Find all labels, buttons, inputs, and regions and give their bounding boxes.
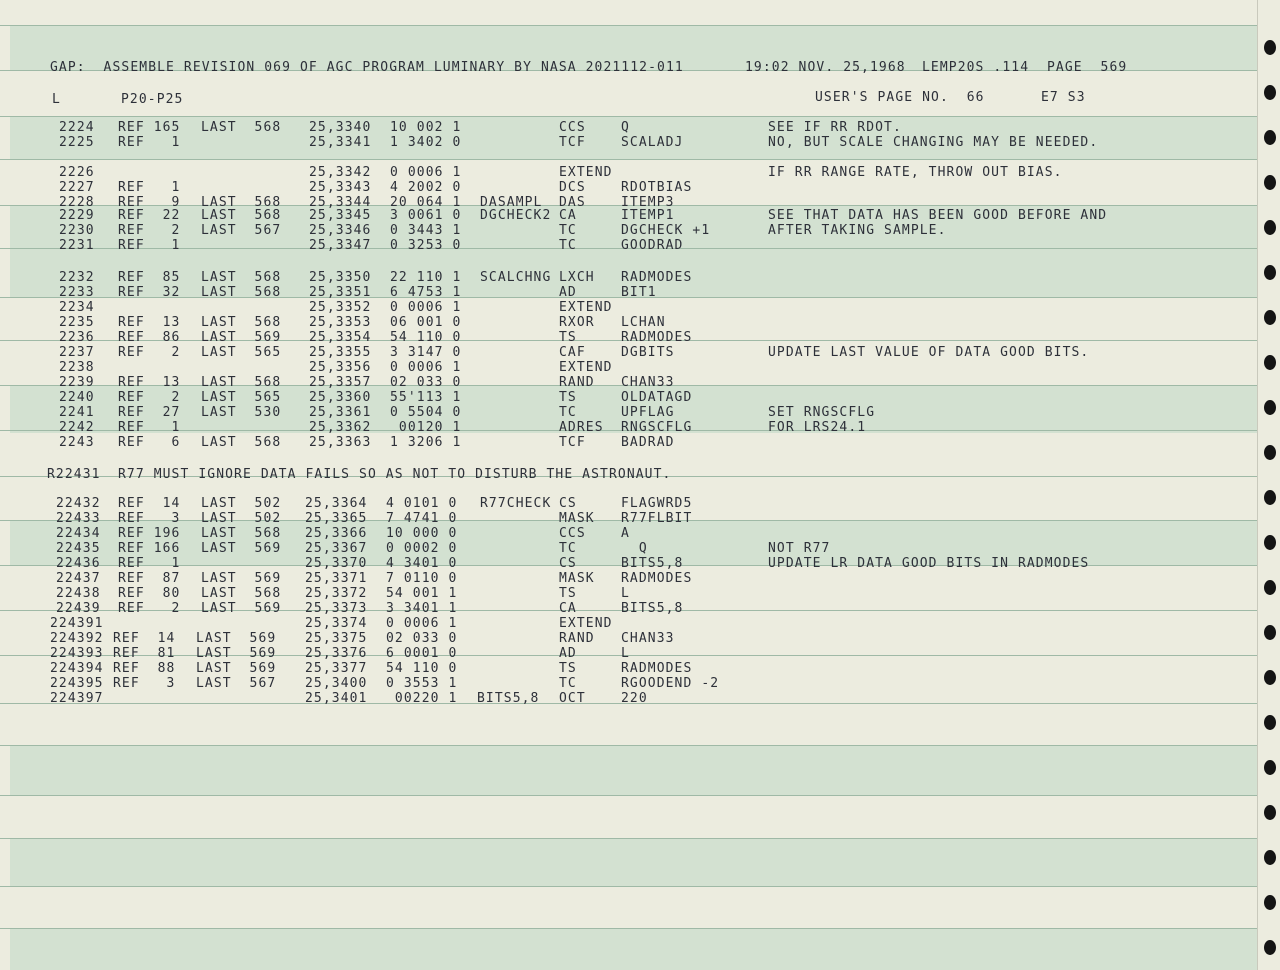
octal-code: 22 110 1 — [390, 270, 462, 285]
opcode: TS — [559, 661, 577, 676]
octal-code: 1 3206 1 — [390, 435, 462, 450]
ref-count: REF 1 — [118, 238, 181, 253]
symbol-label: DGCHECK2 — [480, 208, 552, 223]
page-edge — [1257, 0, 1258, 970]
line-number: 2237 — [59, 345, 95, 360]
opcode: ADRES — [559, 420, 604, 435]
line-number: 22436 — [56, 556, 101, 571]
ref-count: REF 86 — [118, 330, 181, 345]
rule-line — [0, 795, 1257, 796]
address: 25,3360 — [309, 390, 372, 405]
operand: A — [621, 526, 630, 541]
address: 25,3354 — [309, 330, 372, 345]
operand: Q — [621, 541, 648, 556]
last-ref: LAST 569 — [196, 661, 277, 676]
feed-hole — [1264, 400, 1276, 415]
line-number: 2235 — [59, 315, 95, 330]
symbol-label: SCALCHNG — [480, 270, 552, 285]
rule-line — [0, 838, 1257, 839]
opcode: TC — [559, 541, 577, 556]
operand: CHAN33 — [621, 631, 675, 646]
operand: RDOTBIAS — [621, 180, 693, 195]
operand: DGBITS — [621, 345, 675, 360]
address: 25,3342 — [309, 165, 372, 180]
opcode: RXOR — [559, 315, 595, 330]
comment: UPDATE LAST VALUE OF DATA GOOD BITS. — [768, 345, 1090, 360]
operand: SCALADJ — [621, 135, 684, 150]
operand: CHAN33 — [621, 375, 675, 390]
octal-code: 10 000 0 — [386, 526, 458, 541]
octal-code: 6 4753 1 — [390, 285, 462, 300]
line-number: 22437 — [56, 571, 101, 586]
opcode: CA — [559, 208, 577, 223]
address: 25,3367 — [305, 541, 368, 556]
operand: UPFLAG — [621, 405, 675, 420]
octal-code: 4 3401 0 — [386, 556, 458, 571]
feed-hole — [1264, 130, 1276, 145]
comment: SEE IF RR RDOT. — [768, 120, 902, 135]
last-ref: LAST 569 — [201, 330, 282, 345]
last-ref: LAST 568 — [201, 285, 282, 300]
last-ref: LAST 568 — [201, 315, 282, 330]
address: 25,3344 — [309, 195, 372, 210]
address: 25,3345 — [309, 208, 372, 223]
line-number: 22433 — [56, 511, 101, 526]
opcode: EXTEND — [559, 616, 613, 631]
last-ref: LAST 569 — [196, 646, 277, 661]
ref-count: REF 2 — [118, 390, 181, 405]
symbol-label: BITS5,8 — [477, 691, 540, 706]
line-number: 2238 — [59, 360, 95, 375]
last-ref: LAST 565 — [201, 390, 282, 405]
greenbar-band — [10, 928, 1257, 970]
opcode: MASK — [559, 511, 595, 526]
line-number: 2242 — [59, 420, 95, 435]
symbol-label: R77CHECK — [480, 496, 552, 511]
symbol-label: DASAMPL — [480, 195, 543, 210]
line-number: 22432 — [56, 496, 101, 511]
feed-hole — [1264, 535, 1276, 550]
octal-code: 02 033 0 — [386, 631, 458, 646]
opcode: AD — [559, 646, 577, 661]
address: 25,3355 — [309, 345, 372, 360]
feed-hole — [1264, 760, 1276, 775]
ref-count: REF 2 — [118, 223, 181, 238]
address: 25,3353 — [309, 315, 372, 330]
feed-hole — [1264, 805, 1276, 820]
operand: L — [621, 586, 630, 601]
operand: OLDATAGD — [621, 390, 693, 405]
last-ref: LAST 569 — [201, 571, 282, 586]
octal-code: 1 3402 0 — [390, 135, 462, 150]
address: 25,3401 — [305, 691, 368, 706]
ref-count: REF 14 — [113, 631, 176, 646]
octal-code: 4 2002 0 — [390, 180, 462, 195]
address: 25,3400 — [305, 676, 368, 691]
rule-line — [0, 116, 1257, 117]
opcode: CA — [559, 601, 577, 616]
line-number: 2230 — [59, 223, 95, 238]
address: 25,3340 — [309, 120, 372, 135]
address: 25,3365 — [305, 511, 368, 526]
address: 25,3376 — [305, 646, 368, 661]
ref-count: REF 87 — [118, 571, 181, 586]
header-user-page: USER'S PAGE NO. 66 — [815, 90, 985, 105]
opcode: EXTEND — [559, 360, 613, 375]
rule-line — [0, 928, 1257, 929]
opcode: DCS — [559, 180, 586, 195]
ref-count: REF 166 — [118, 541, 181, 556]
last-ref: LAST 568 — [201, 435, 282, 450]
feed-hole — [1264, 490, 1276, 505]
address: 25,3346 — [309, 223, 372, 238]
comment: NOT R77 — [768, 541, 831, 556]
feed-hole — [1264, 580, 1276, 595]
line-number: 224392 — [50, 631, 104, 646]
opcode: CAF — [559, 345, 586, 360]
opcode: RAND — [559, 375, 595, 390]
last-ref: LAST 565 — [201, 345, 282, 360]
rule-line — [0, 159, 1257, 160]
octal-code: 0 5504 0 — [390, 405, 462, 420]
header-sub-left: L — [52, 92, 61, 107]
address: 25,3370 — [305, 556, 368, 571]
operand: RADMODES — [621, 571, 693, 586]
feed-hole — [1264, 355, 1276, 370]
operand: RADMODES — [621, 270, 693, 285]
octal-code: 0 0006 1 — [386, 616, 458, 631]
opcode: CCS — [559, 526, 586, 541]
address: 25,3357 — [309, 375, 372, 390]
header-range: P20-P25 — [121, 92, 184, 107]
operand: LCHAN — [621, 315, 666, 330]
octal-code: 54 110 0 — [386, 661, 458, 676]
operand: BIT1 — [621, 285, 657, 300]
feed-hole — [1264, 895, 1276, 910]
opcode: LXCH — [559, 270, 595, 285]
octal-code: 7 0110 0 — [386, 571, 458, 586]
operand: L — [621, 646, 630, 661]
feed-hole — [1264, 85, 1276, 100]
ref-count: REF 165 — [118, 120, 181, 135]
last-ref: LAST 568 — [201, 195, 282, 210]
opcode: TC — [559, 223, 577, 238]
ref-count: REF 2 — [118, 601, 181, 616]
address: 25,3341 — [309, 135, 372, 150]
line-number: 224397 — [50, 691, 104, 706]
operand: FLAGWRD5 — [621, 496, 693, 511]
header-title: GAP: ASSEMBLE REVISION 069 OF AGC PROGRAM LUMINARY BY NASA 2021112-011 — [50, 60, 684, 75]
line-number: 2241 — [59, 405, 95, 420]
octal-code: 54 001 1 — [386, 586, 458, 601]
ref-count: REF 22 — [118, 208, 181, 223]
line-number: 2232 — [59, 270, 95, 285]
feed-hole — [1264, 175, 1276, 190]
opcode: TCF — [559, 435, 586, 450]
ref-count: REF 1 — [118, 135, 181, 150]
comment: SEE THAT DATA HAS BEEN GOOD BEFORE AND — [768, 208, 1108, 223]
feed-hole — [1264, 715, 1276, 730]
address: 25,3375 — [305, 631, 368, 646]
feed-hole — [1264, 220, 1276, 235]
operand: BADRAD — [621, 435, 675, 450]
octal-code: 02 033 0 — [390, 375, 462, 390]
octal-code: 20 064 1 — [390, 195, 462, 210]
comment-line-text: R77 MUST IGNORE DATA FAILS SO AS NOT TO DISTURB THE ASTRONAUT. — [118, 467, 672, 482]
last-ref: LAST 569 — [201, 601, 282, 616]
opcode: TC — [559, 238, 577, 253]
operand: RADMODES — [621, 330, 693, 345]
operand: BITS5,8 — [621, 556, 684, 571]
ref-count: REF 6 — [118, 435, 181, 450]
header-time: 19:02 NOV. 25,1968 — [745, 60, 906, 75]
line-number: 2228 — [59, 195, 95, 210]
rule-line — [0, 745, 1257, 746]
opcode: EXTEND — [559, 165, 613, 180]
octal-code: 3 3401 1 — [386, 601, 458, 616]
ref-count: REF 3 — [118, 511, 181, 526]
line-number: 2234 — [59, 300, 95, 315]
octal-code: 0 0006 1 — [390, 300, 462, 315]
opcode: TCF — [559, 135, 586, 150]
feed-hole — [1264, 850, 1276, 865]
operand: 220 — [621, 691, 648, 706]
last-ref: LAST 568 — [201, 375, 282, 390]
address: 25,3347 — [309, 238, 372, 253]
octal-code: 0 3443 1 — [390, 223, 462, 238]
address: 25,3377 — [305, 661, 368, 676]
ref-count: REF 1 — [118, 420, 181, 435]
operand: ITEMP1 — [621, 208, 675, 223]
line-number: 224395 — [50, 676, 104, 691]
operand: ITEMP3 — [621, 195, 675, 210]
comment: SET RNGSCFLG — [768, 405, 876, 420]
last-ref: LAST 567 — [201, 223, 282, 238]
address: 25,3373 — [305, 601, 368, 616]
header-job: LEMP20S .114 PAGE 569 — [922, 60, 1128, 75]
ref-count: REF 3 — [113, 676, 176, 691]
rule-line — [0, 25, 1257, 26]
comment: UPDATE LR DATA GOOD BITS IN RADMODES — [768, 556, 1090, 571]
opcode: TS — [559, 330, 577, 345]
octal-code: 10 002 1 — [390, 120, 462, 135]
octal-code: 6 0001 0 — [386, 646, 458, 661]
opcode: CS — [559, 556, 577, 571]
feed-hole — [1264, 670, 1276, 685]
last-ref: LAST 568 — [201, 586, 282, 601]
feed-hole — [1264, 310, 1276, 325]
octal-code: 00120 1 — [390, 420, 462, 435]
last-ref: LAST 568 — [201, 270, 282, 285]
comment: IF RR RANGE RATE, THROW OUT BIAS. — [768, 165, 1063, 180]
ref-count: REF 81 — [113, 646, 176, 661]
line-number: 2231 — [59, 238, 95, 253]
octal-code: 0 0006 1 — [390, 360, 462, 375]
last-ref: LAST 568 — [201, 208, 282, 223]
last-ref: LAST 569 — [201, 541, 282, 556]
ref-count: REF 32 — [118, 285, 181, 300]
rule-line — [0, 886, 1257, 887]
ref-count: REF 80 — [118, 586, 181, 601]
address: 25,3371 — [305, 571, 368, 586]
address: 25,3356 — [309, 360, 372, 375]
ref-count: REF 13 — [118, 375, 181, 390]
address: 25,3343 — [309, 180, 372, 195]
operand: R77FLBIT — [621, 511, 693, 526]
ref-count: REF 27 — [118, 405, 181, 420]
ref-count: REF 196 — [118, 526, 181, 541]
ref-count: REF 2 — [118, 345, 181, 360]
address: 25,3363 — [309, 435, 372, 450]
octal-code: 3 3147 0 — [390, 345, 462, 360]
ref-count: REF 14 — [118, 496, 181, 511]
line-number: 2239 — [59, 375, 95, 390]
address: 25,3361 — [309, 405, 372, 420]
line-number: 2225 — [59, 135, 95, 150]
octal-code: 0 0002 0 — [386, 541, 458, 556]
feed-hole — [1264, 625, 1276, 640]
opcode: TS — [559, 390, 577, 405]
feed-hole — [1264, 940, 1276, 955]
opcode: TC — [559, 676, 577, 691]
operand: RNGSCFLG — [621, 420, 693, 435]
last-ref: LAST 502 — [201, 496, 282, 511]
octal-code: 06 001 0 — [390, 315, 462, 330]
opcode: EXTEND — [559, 300, 613, 315]
ref-count: REF 1 — [118, 556, 181, 571]
address: 25,3350 — [309, 270, 372, 285]
opcode: RAND — [559, 631, 595, 646]
last-ref: LAST 530 — [201, 405, 282, 420]
octal-code: 54 110 0 — [390, 330, 462, 345]
operand: BITS5,8 — [621, 601, 684, 616]
line-number: 224393 — [50, 646, 104, 661]
operand: RADMODES — [621, 661, 693, 676]
comment: AFTER TAKING SAMPLE. — [768, 223, 947, 238]
octal-code: 00220 1 — [386, 691, 458, 706]
feed-hole — [1264, 445, 1276, 460]
octal-code: 0 0006 1 — [390, 165, 462, 180]
greenbar-band — [10, 838, 1257, 886]
address: 25,3352 — [309, 300, 372, 315]
line-number: 2243 — [59, 435, 95, 450]
line-number: 22438 — [56, 586, 101, 601]
ref-count: REF 9 — [118, 195, 181, 210]
header-sheet-code: E7 S3 — [1041, 90, 1086, 105]
line-number: 2229 — [59, 208, 95, 223]
last-ref: LAST 568 — [201, 120, 282, 135]
address: 25,3362 — [309, 420, 372, 435]
octal-code: 4 0101 0 — [386, 496, 458, 511]
opcode: TC — [559, 405, 577, 420]
ref-count: REF 85 — [118, 270, 181, 285]
line-number: 22439 — [56, 601, 101, 616]
feed-hole — [1264, 265, 1276, 280]
opcode: OCT — [559, 691, 586, 706]
line-number: 2226 — [59, 165, 95, 180]
octal-code: 55'113 1 — [390, 390, 462, 405]
line-number: 2236 — [59, 330, 95, 345]
line-number: 22434 — [56, 526, 101, 541]
ref-count: REF 88 — [113, 661, 176, 676]
line-number: 224394 — [50, 661, 104, 676]
greenbar-band — [10, 745, 1257, 795]
octal-code: 3 0061 0 — [390, 208, 462, 223]
last-ref: LAST 568 — [201, 526, 282, 541]
last-ref: LAST 502 — [201, 511, 282, 526]
operand: RGOODEND -2 — [621, 676, 720, 691]
opcode: DAS — [559, 195, 586, 210]
feed-hole — [1264, 40, 1276, 55]
line-number: 2233 — [59, 285, 95, 300]
opcode: CS — [559, 496, 577, 511]
comment-line-number: R22431 — [47, 467, 101, 482]
last-ref: LAST 567 — [196, 676, 277, 691]
operand: Q — [621, 120, 630, 135]
address: 25,3366 — [305, 526, 368, 541]
address: 25,3351 — [309, 285, 372, 300]
opcode: AD — [559, 285, 577, 300]
line-number: 2227 — [59, 180, 95, 195]
octal-code: 0 3253 0 — [390, 238, 462, 253]
last-ref: LAST 569 — [196, 631, 277, 646]
opcode: CCS — [559, 120, 586, 135]
octal-code: 7 4741 0 — [386, 511, 458, 526]
opcode: TS — [559, 586, 577, 601]
operand: GOODRAD — [621, 238, 684, 253]
operand: DGCHECK +1 — [621, 223, 711, 238]
comment: FOR LRS24.1 — [768, 420, 867, 435]
ref-count: REF 1 — [118, 180, 181, 195]
address: 25,3364 — [305, 496, 368, 511]
line-number: 2224 — [59, 120, 95, 135]
address: 25,3374 — [305, 616, 368, 631]
comment: NO, BUT SCALE CHANGING MAY BE NEEDED. — [768, 135, 1099, 150]
line-number: 224391 — [50, 616, 104, 631]
address: 25,3372 — [305, 586, 368, 601]
octal-code: 0 3553 1 — [386, 676, 458, 691]
line-number: 22435 — [56, 541, 101, 556]
ref-count: REF 13 — [118, 315, 181, 330]
opcode: MASK — [559, 571, 595, 586]
line-number: 2240 — [59, 390, 95, 405]
